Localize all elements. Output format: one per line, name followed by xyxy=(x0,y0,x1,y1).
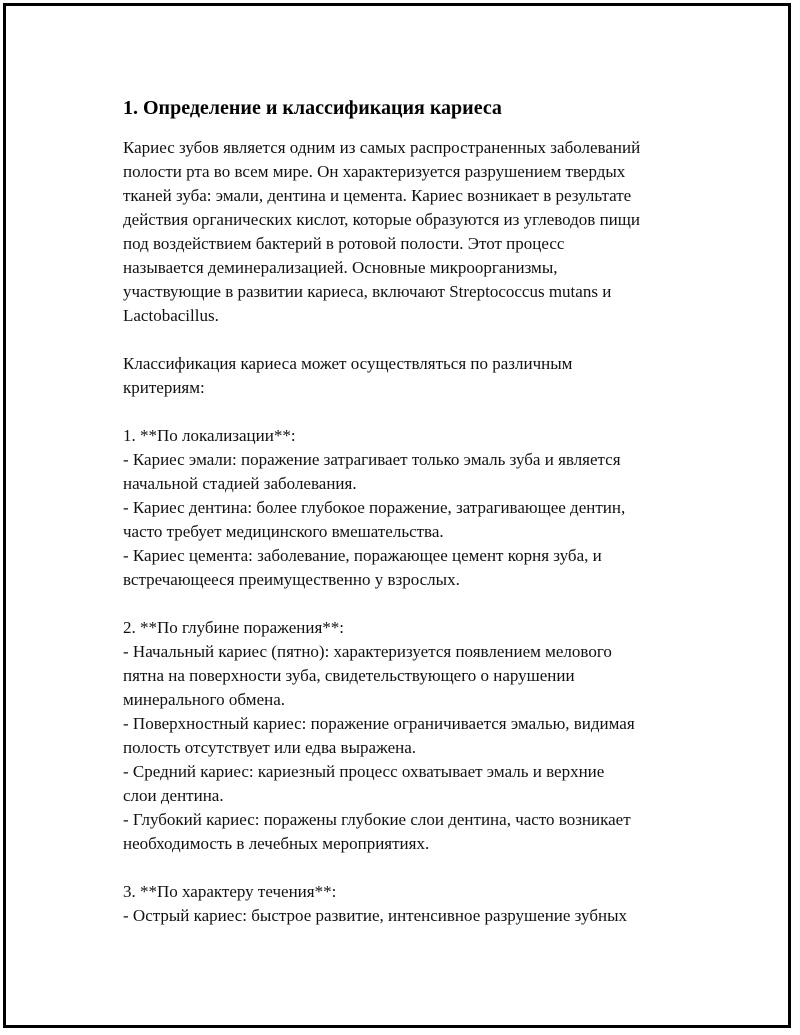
spacer xyxy=(123,400,713,424)
list-item: - Поверхностный кариес: поражение ограничивается эмалью, видимая полость отсутствует или едва выражена. xyxy=(123,714,635,757)
spacer xyxy=(123,856,713,880)
document-body xyxy=(123,94,713,928)
list-item: - Острый кариес: быстрое развитие, интенсивное разрушение зубных xyxy=(123,906,627,925)
list-item: - Начальный кариес (пятно): характеризуется появлением мелового пятна на поверхности зуба, свидетельствующего о нарушении минерального обмена. xyxy=(123,642,612,709)
list-item: - Кариес эмали: поражение затрагивает только эмаль зуба и является начальной стадией заболевания. xyxy=(123,450,621,493)
list-item: - Кариес цемента: заболевание, поражающее цемент корня зуба, и встречающееся преимущественно у взрослых. xyxy=(123,546,602,589)
section-localization xyxy=(123,424,713,592)
spacer xyxy=(123,592,713,616)
spacer xyxy=(123,328,713,352)
list-item: - Средний кариес: кариезный процесс охватывает эмаль и верхние слои дентина. xyxy=(123,762,605,805)
section-heading: 1. Определение и классификация кариеса xyxy=(123,97,502,119)
intro-paragraph: Кариес зубов является одним из самых распространенных заболеваний полости рта во всем мире. Он характеризуется разрушением твердых тканей зуба: эмали, дентина и цемента. Кариес возникает в результате действия органических кислот, которые образуются из углеводов пищи под воздействием бактерий в ротовой полости. Этот процесс называется деминерализацией. Основные микроорганизмы, участвующие в развитии кариеса, включают Streptococcus mutans и Lactobacillus. xyxy=(123,138,641,325)
list-item: - Глубокий кариес: поражены глубокие слои дентина, часто возникает необходимость в лечебных мероприятиях. xyxy=(123,810,631,853)
section-title: 3. **По характеру течения**: xyxy=(123,882,337,901)
classification-intro: Классификация кариеса может осуществляться по различным критериям: xyxy=(123,354,573,397)
page-frame xyxy=(3,3,791,1028)
section-title: 2. **По глубине поражения**: xyxy=(123,618,344,637)
section-depth xyxy=(123,616,713,856)
list-item: - Кариес дентина: более глубокое поражение, затрагивающее дентин, часто требует медицинского вмешательства. xyxy=(123,498,626,541)
section-title: 1. **По локализации**: xyxy=(123,426,296,445)
section-course xyxy=(123,880,713,928)
